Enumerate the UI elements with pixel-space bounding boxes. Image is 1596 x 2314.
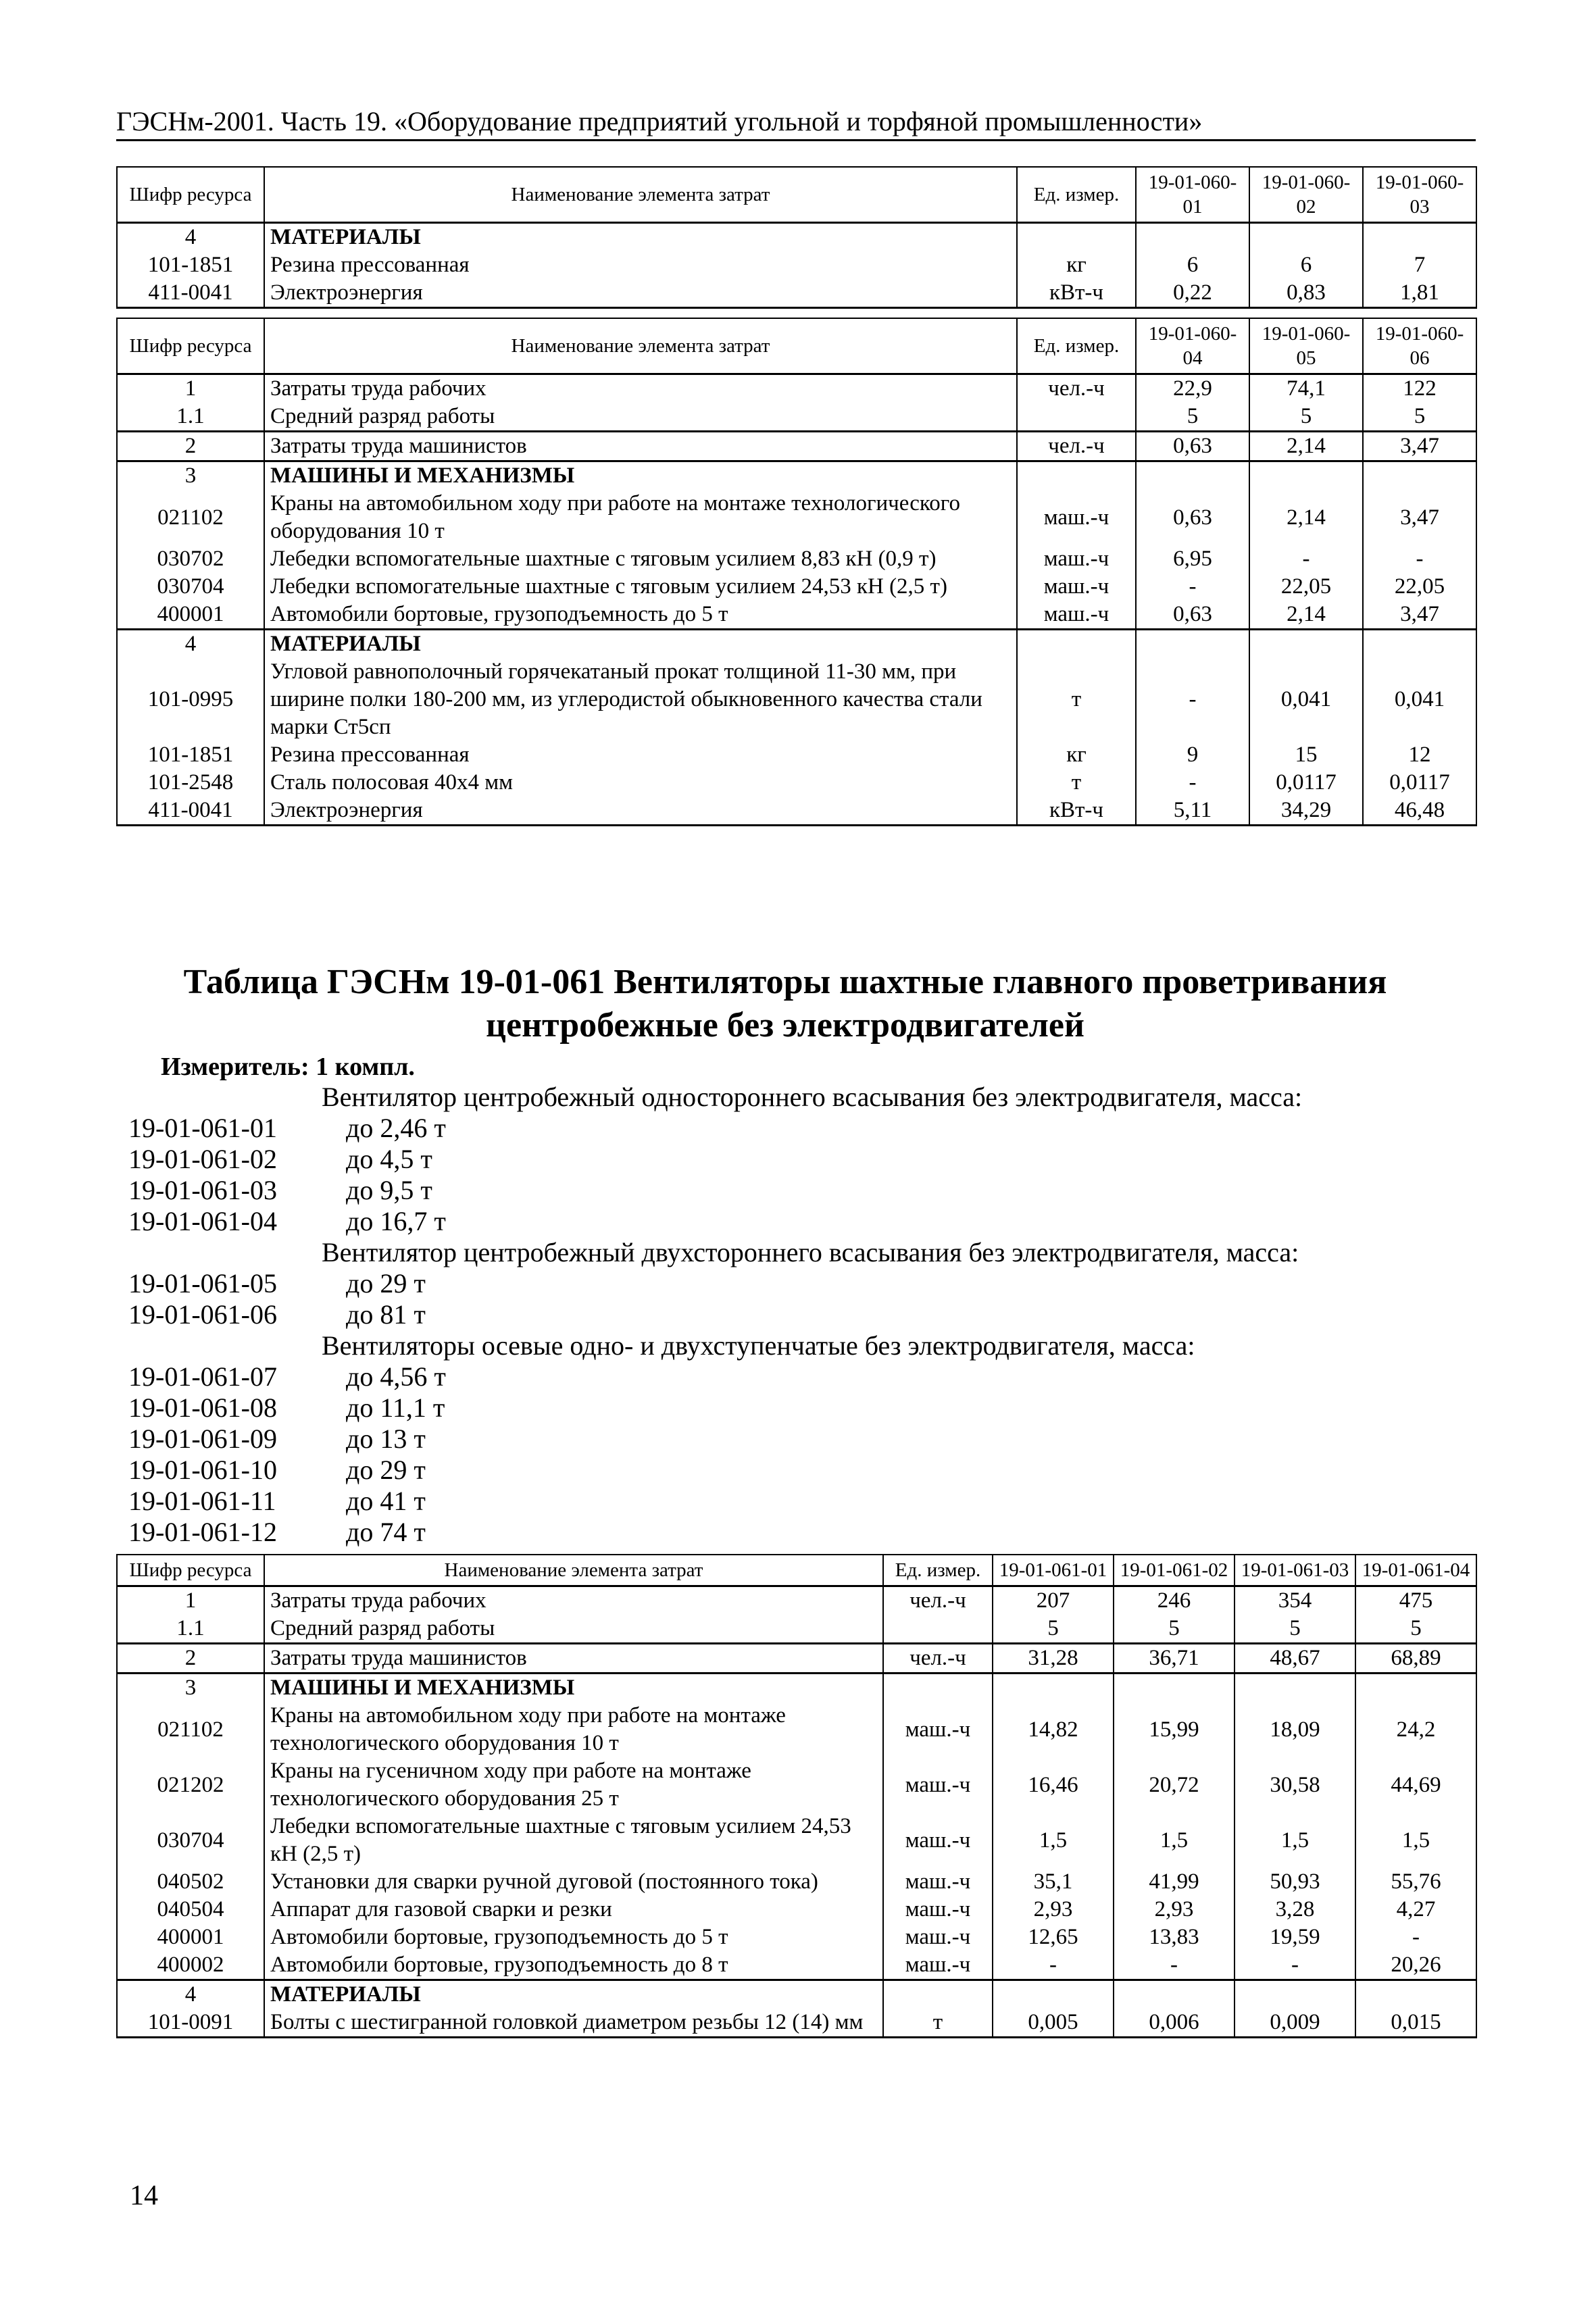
cell-value: 3,47 [1363, 432, 1476, 461]
cell-value [1249, 630, 1363, 659]
variant-mass: до 81 т [346, 1299, 426, 1330]
cell-value: 5 [1363, 403, 1476, 432]
cell-unit: маш.-ч [883, 1702, 993, 1757]
table-row [117, 1868, 1476, 1896]
variant-group-heading [128, 1236, 1480, 1267]
variant-code: 19-01-061-03 [128, 1175, 277, 1205]
variant-mass: до 16,7 т [346, 1206, 446, 1236]
variant-code: 19-01-061-07 [128, 1361, 277, 1392]
cell-value: 68,89 [1355, 1644, 1476, 1674]
col-header-unit: Ед. измер. [1017, 318, 1136, 374]
col-header-variant: 19-01-061-02 [1114, 1555, 1235, 1586]
cell-code: 021202 [117, 1757, 264, 1813]
cell-unit [1017, 223, 1136, 252]
cell-code: 1.1 [117, 1615, 264, 1644]
cell-unit: кг [1017, 741, 1136, 769]
cell-code: 4 [117, 1980, 264, 2009]
cell-code: 1 [117, 1586, 264, 1615]
table-row [117, 601, 1476, 630]
cell-name: Электроэнергия [264, 797, 1017, 826]
cell-value: 48,67 [1235, 1644, 1355, 1674]
page-number: 14 [130, 2180, 158, 2211]
cell-unit: т [1017, 769, 1136, 797]
cell-value: 22,05 [1249, 573, 1363, 601]
col-header-code: Шифр ресурса [117, 1555, 264, 1586]
cell-code: 101-0091 [117, 2009, 264, 2038]
col-header-variant: 19-01-061-03 [1235, 1555, 1355, 1586]
cell-unit: маш.-ч [1017, 573, 1136, 601]
table-row [117, 1896, 1476, 1923]
variant-code: 19-01-061-12 [128, 1517, 277, 1547]
col-header-variant: 19-01-060-04 [1136, 318, 1249, 374]
cell-value: 30,58 [1235, 1757, 1355, 1813]
cell-unit: чел.-ч [883, 1586, 993, 1615]
cell-code: 021102 [117, 1702, 264, 1757]
table-row [117, 573, 1476, 601]
cell-code: 101-0995 [117, 658, 264, 741]
cell-value: 2,93 [993, 1896, 1114, 1923]
table-row [117, 279, 1476, 308]
cell-value: - [1136, 573, 1249, 601]
cell-code: 2 [117, 1644, 264, 1674]
cell-value: 16,46 [993, 1757, 1114, 1813]
cell-value: 0,041 [1363, 658, 1476, 741]
col-header-variant: 19-01-060-06 [1363, 318, 1476, 374]
cell-unit: кг [1017, 251, 1136, 279]
cell-name: Автомобили бортовые, грузоподъемность до 5 т [264, 601, 1017, 630]
variant-code: 19-01-061-02 [128, 1144, 277, 1174]
cell-value: 0,006 [1114, 2009, 1235, 2038]
cell-value: 1,5 [1114, 1813, 1235, 1868]
cell-code: 411-0041 [117, 797, 264, 826]
cell-code: 400001 [117, 1923, 264, 1951]
table-row [117, 545, 1476, 573]
table-row [117, 1923, 1476, 1951]
cell-code: 030704 [117, 573, 264, 601]
cell-value: 354 [1235, 1586, 1355, 1615]
variant-code: 19-01-061-08 [128, 1392, 277, 1423]
table-row [117, 1702, 1476, 1757]
cell-name: Затраты труда рабочих [264, 374, 1017, 403]
cell-value: 35,1 [993, 1868, 1114, 1896]
table-row [117, 461, 1476, 491]
cell-code: 030702 [117, 545, 264, 573]
cell-value: 1,5 [1355, 1813, 1476, 1868]
cell-value: - [1136, 769, 1249, 797]
variant-mass: до 29 т [346, 1268, 426, 1299]
table-row [117, 1674, 1476, 1703]
variant-item [128, 1392, 1480, 1423]
cell-code: 101-1851 [117, 741, 264, 769]
table-row [117, 769, 1476, 797]
variant-group-text: Вентилятор центробежный двухстороннего всасывания без электродвигателя, масса: [322, 1237, 1299, 1267]
cell-value [1136, 461, 1249, 491]
variant-mass: до 29 т [346, 1455, 426, 1485]
cell-value: 0,0117 [1363, 769, 1476, 797]
cell-unit: т [1017, 658, 1136, 741]
variant-mass: до 13 т [346, 1424, 426, 1454]
measure-unit: Измеритель: 1 компл. [161, 1053, 415, 1081]
cell-value: 0,0117 [1249, 769, 1363, 797]
cell-value: - [993, 1951, 1114, 1980]
table-row [117, 1980, 1476, 2009]
cell-value [1114, 1674, 1235, 1703]
table-row [117, 1615, 1476, 1644]
table-row [117, 741, 1476, 769]
cell-name: Лебедки вспомогательные шахтные с тяговым усилием 24,53 кН (2,5 т) [264, 573, 1017, 601]
cell-unit: кВт-ч [1017, 279, 1136, 308]
cell-name: Лебедки вспомогательные шахтные с тяговым усилием 8,83 кН (0,9 т) [264, 545, 1017, 573]
cell-unit [883, 1980, 993, 2009]
cell-code: 1 [117, 374, 264, 403]
cell-code: 3 [117, 1674, 264, 1703]
cell-value: 15,99 [1114, 1702, 1235, 1757]
cell-value: 9 [1136, 741, 1249, 769]
variant-item [128, 1454, 1480, 1485]
table-row [117, 223, 1476, 252]
cell-value: 44,69 [1355, 1757, 1476, 1813]
cell-value: 1,81 [1363, 279, 1476, 308]
cell-unit: маш.-ч [883, 1951, 993, 1980]
variant-mass: до 11,1 т [346, 1392, 445, 1423]
cell-value: 50,93 [1235, 1868, 1355, 1896]
table-header-row [117, 318, 1476, 374]
variant-code: 19-01-061-05 [128, 1268, 277, 1299]
cell-unit: кВт-ч [1017, 797, 1136, 826]
col-header-name: Наименование элемента затрат [264, 318, 1017, 374]
cell-value [1363, 223, 1476, 252]
cell-name: Автомобили бортовые, грузоподъемность до 5 т [264, 1923, 883, 1951]
cell-unit: маш.-ч [883, 1757, 993, 1813]
cell-code: 3 [117, 461, 264, 491]
cell-unit [883, 1615, 993, 1644]
title-line-2: центробежные без электродвигателей [486, 1006, 1084, 1045]
cell-value: 0,83 [1249, 279, 1363, 308]
variant-mass: до 9,5 т [346, 1175, 432, 1205]
cell-code: 101-2548 [117, 769, 264, 797]
cell-unit [1017, 630, 1136, 659]
variant-item [128, 1112, 1480, 1143]
cell-name: МАТЕРИАЛЫ [264, 630, 1017, 659]
cell-name: МАШИНЫ И МЕХАНИЗМЫ [264, 1674, 883, 1703]
table-row [117, 403, 1476, 432]
cell-value: - [1249, 545, 1363, 573]
variant-mass: до 4,56 т [346, 1361, 446, 1392]
variant-code: 19-01-061-10 [128, 1455, 277, 1485]
cell-value: 0,009 [1235, 2009, 1355, 2038]
cell-name: Лебедки вспомогательные шахтные с тяговым усилием 24,53 кН (2,5 т) [264, 1813, 883, 1868]
cell-name: Установки для сварки ручной дуговой (постоянного тока) [264, 1868, 883, 1896]
cell-unit: маш.-ч [1017, 490, 1136, 545]
cell-value: 5 [993, 1615, 1114, 1644]
cell-value [993, 1980, 1114, 2009]
col-header-code: Шифр ресурса [117, 167, 264, 223]
table-row [117, 658, 1476, 741]
cell-name: Краны на автомобильном ходу при работе на монтаже технологического оборудования 10 т [264, 490, 1017, 545]
cell-value: 14,82 [993, 1702, 1114, 1757]
cell-code: 4 [117, 630, 264, 659]
variant-list [128, 1081, 1480, 1547]
col-header-variant: 19-01-060-01 [1136, 167, 1249, 223]
col-header-name: Наименование элемента затрат [264, 1555, 883, 1586]
cell-value: 13,83 [1114, 1923, 1235, 1951]
cell-name: Резина прессованная [264, 741, 1017, 769]
table-row [117, 2009, 1476, 2038]
cell-name: Сталь полосовая 40х4 мм [264, 769, 1017, 797]
cell-code: 101-1851 [117, 251, 264, 279]
table-row [117, 1951, 1476, 1980]
cell-value: 24,2 [1355, 1702, 1476, 1757]
cell-value: 5 [1114, 1615, 1235, 1644]
variant-item [128, 1423, 1480, 1454]
cell-value: 0,63 [1136, 490, 1249, 545]
cell-value: 122 [1363, 374, 1476, 403]
cell-value [1235, 1980, 1355, 2009]
cell-value: 0,63 [1136, 432, 1249, 461]
cell-value: 0,015 [1355, 2009, 1476, 2038]
cell-name: Затраты труда машинистов [264, 1644, 883, 1674]
cell-unit: чел.-ч [883, 1644, 993, 1674]
cell-unit: маш.-ч [883, 1896, 993, 1923]
variant-code: 19-01-061-11 [128, 1486, 276, 1516]
cell-value: 55,76 [1355, 1868, 1476, 1896]
cell-value: 19,59 [1235, 1923, 1355, 1951]
col-header-name: Наименование элемента затрат [264, 167, 1017, 223]
cell-value: 3,28 [1235, 1896, 1355, 1923]
cell-value [993, 1674, 1114, 1703]
cell-value: - [1136, 658, 1249, 741]
table-header-row [117, 1555, 1476, 1586]
title-line-1: Таблица ГЭСНм 19-01-061 Вентиляторы шахтные главного проветривания [183, 963, 1387, 1001]
cell-code: 411-0041 [117, 279, 264, 308]
table-section-title [116, 961, 1454, 1047]
cell-value [1355, 1674, 1476, 1703]
variant-mass: до 2,46 т [346, 1113, 446, 1143]
variant-mass: до 4,5 т [346, 1144, 432, 1174]
cell-name: Аппарат для газовой сварки и резки [264, 1896, 883, 1923]
cell-value: 2,14 [1249, 490, 1363, 545]
cell-value: 5 [1136, 403, 1249, 432]
variant-item [128, 1516, 1480, 1547]
cell-value: 5 [1235, 1615, 1355, 1644]
cell-value: 5 [1355, 1615, 1476, 1644]
variant-code: 19-01-061-04 [128, 1206, 277, 1236]
cell-name: МАТЕРИАЛЫ [264, 1980, 883, 2009]
cell-value: 15 [1249, 741, 1363, 769]
variant-group-heading [128, 1081, 1480, 1112]
cell-unit: маш.-ч [1017, 545, 1136, 573]
cell-value [1249, 223, 1363, 252]
cell-value: 12 [1363, 741, 1476, 769]
cell-unit: маш.-ч [883, 1923, 993, 1951]
cell-name: Болты с шестигранной головкой диаметром резьбы 12 (14) мм [264, 2009, 883, 2038]
cell-value: - [1355, 1923, 1476, 1951]
cell-code: 030704 [117, 1813, 264, 1868]
cell-value: 475 [1355, 1586, 1476, 1615]
cell-code: 4 [117, 223, 264, 252]
table-row [117, 1586, 1476, 1615]
cell-code: 2 [117, 432, 264, 461]
cell-name: МАШИНЫ И МЕХАНИЗМЫ [264, 461, 1017, 491]
col-header-variant: 19-01-060-02 [1249, 167, 1363, 223]
cell-code: 400002 [117, 1951, 264, 1980]
variant-group-text: Вентиляторы осевые одно- и двухступенчатые без электродвигателя, масса: [322, 1330, 1195, 1361]
cell-code: 1.1 [117, 403, 264, 432]
variant-code: 19-01-061-06 [128, 1299, 277, 1330]
variant-mass: до 74 т [346, 1517, 426, 1547]
cell-value [1136, 223, 1249, 252]
cell-value: 5 [1249, 403, 1363, 432]
col-header-variant: 19-01-060-05 [1249, 318, 1363, 374]
col-header-variant: 19-01-061-04 [1355, 1555, 1476, 1586]
cell-value: 18,09 [1235, 1702, 1355, 1757]
cell-value: 0,63 [1136, 601, 1249, 630]
header-rule [116, 139, 1476, 141]
cell-value: 22,05 [1363, 573, 1476, 601]
cell-value [1136, 630, 1249, 659]
table-row [117, 1644, 1476, 1674]
variant-code: 19-01-061-09 [128, 1424, 277, 1454]
variant-item [128, 1361, 1480, 1392]
cell-value: 22,9 [1136, 374, 1249, 403]
cell-name: Затраты труда рабочих [264, 1586, 883, 1615]
cell-unit: чел.-ч [1017, 432, 1136, 461]
cell-unit: маш.-ч [1017, 601, 1136, 630]
resource-table-060-04-06 [116, 318, 1477, 826]
col-header-unit: Ед. измер. [883, 1555, 993, 1586]
cell-unit: чел.-ч [1017, 374, 1136, 403]
cell-value [1235, 1674, 1355, 1703]
cell-value: 6 [1249, 251, 1363, 279]
table-row [117, 797, 1476, 826]
cell-value: 2,14 [1249, 432, 1363, 461]
cell-value: 207 [993, 1586, 1114, 1615]
cell-value: - [1235, 1951, 1355, 1980]
cell-value: 7 [1363, 251, 1476, 279]
col-header-code: Шифр ресурса [117, 318, 264, 374]
cell-value: 6,95 [1136, 545, 1249, 573]
cell-value: 20,72 [1114, 1757, 1235, 1813]
cell-value: 46,48 [1363, 797, 1476, 826]
variant-mass: до 41 т [346, 1486, 426, 1516]
variant-item [128, 1205, 1480, 1236]
running-header: ГЭСНм-2001. Часть 19. «Оборудование предприятий угольной и торфяной промышленности» [116, 106, 1203, 136]
cell-value: 2,14 [1249, 601, 1363, 630]
cell-value: 0,005 [993, 2009, 1114, 2038]
variant-group-heading [128, 1330, 1480, 1361]
table-row [117, 251, 1476, 279]
cell-value [1363, 630, 1476, 659]
cell-name: Угловой равнополочный горячекатаный прокат толщиной 11-30 мм, при ширине полки 180-200 мм, из углеродистой обыкновенного качества стали марки Ст5сп [264, 658, 1017, 741]
cell-code: 021102 [117, 490, 264, 545]
table-row [117, 1757, 1476, 1813]
cell-name: Затраты труда машинистов [264, 432, 1017, 461]
resource-table-060-01-03 [116, 166, 1477, 309]
variant-item [128, 1485, 1480, 1516]
cell-value: - [1114, 1951, 1235, 1980]
cell-value [1249, 461, 1363, 491]
cell-name: Электроэнергия [264, 279, 1017, 308]
cell-unit [883, 1674, 993, 1703]
cell-value [1355, 1980, 1476, 2009]
cell-unit: маш.-ч [883, 1813, 993, 1868]
col-header-variant: 19-01-060-03 [1363, 167, 1476, 223]
variant-code: 19-01-061-01 [128, 1113, 277, 1143]
cell-value: 4,27 [1355, 1896, 1476, 1923]
table-row [117, 432, 1476, 461]
cell-value: - [1363, 545, 1476, 573]
cell-value: 0,22 [1136, 279, 1249, 308]
cell-value: 3,47 [1363, 601, 1476, 630]
cell-unit: маш.-ч [883, 1868, 993, 1896]
cell-name: Средний разряд работы [264, 403, 1017, 432]
cell-value: 6 [1136, 251, 1249, 279]
col-header-variant: 19-01-061-01 [993, 1555, 1114, 1586]
variant-item [128, 1174, 1480, 1205]
table-row [117, 630, 1476, 659]
cell-unit [1017, 403, 1136, 432]
variant-item [128, 1143, 1480, 1174]
table-row [117, 374, 1476, 403]
col-header-unit: Ед. измер. [1017, 167, 1136, 223]
variant-item [128, 1267, 1480, 1299]
cell-value: 0,041 [1249, 658, 1363, 741]
cell-value: 74,1 [1249, 374, 1363, 403]
cell-name: Краны на автомобильном ходу при работе на монтаже технологического оборудования 10 т [264, 1702, 883, 1757]
cell-name: Резина прессованная [264, 251, 1017, 279]
cell-value [1363, 461, 1476, 491]
cell-name: Автомобили бортовые, грузоподъемность до 8 т [264, 1951, 883, 1980]
table-row [117, 1813, 1476, 1868]
cell-value: 1,5 [993, 1813, 1114, 1868]
cell-value: 3,47 [1363, 490, 1476, 545]
cell-unit: т [883, 2009, 993, 2038]
table-header-row [117, 167, 1476, 223]
cell-value: 36,71 [1114, 1644, 1235, 1674]
cell-value: 2,93 [1114, 1896, 1235, 1923]
cell-value: 31,28 [993, 1644, 1114, 1674]
cell-value: 34,29 [1249, 797, 1363, 826]
variant-item [128, 1299, 1480, 1330]
cell-unit [1017, 461, 1136, 491]
cell-code: 040502 [117, 1868, 264, 1896]
variant-group-text: Вентилятор центробежный одностороннего всасывания без электродвигателя, масса: [322, 1082, 1303, 1112]
cell-name: Средний разряд работы [264, 1615, 883, 1644]
table-row [117, 490, 1476, 545]
cell-value: 20,26 [1355, 1951, 1476, 1980]
cell-value: 12,65 [993, 1923, 1114, 1951]
cell-value: 5,11 [1136, 797, 1249, 826]
cell-value: 1,5 [1235, 1813, 1355, 1868]
cell-name: МАТЕРИАЛЫ [264, 223, 1017, 252]
cell-code: 040504 [117, 1896, 264, 1923]
cell-value: 246 [1114, 1586, 1235, 1615]
cell-value: 41,99 [1114, 1868, 1235, 1896]
cell-code: 400001 [117, 601, 264, 630]
cell-value [1114, 1980, 1235, 2009]
cell-name: Краны на гусеничном ходу при работе на монтаже технологического оборудования 25 т [264, 1757, 883, 1813]
resource-table-061-01-04 [116, 1554, 1477, 2038]
